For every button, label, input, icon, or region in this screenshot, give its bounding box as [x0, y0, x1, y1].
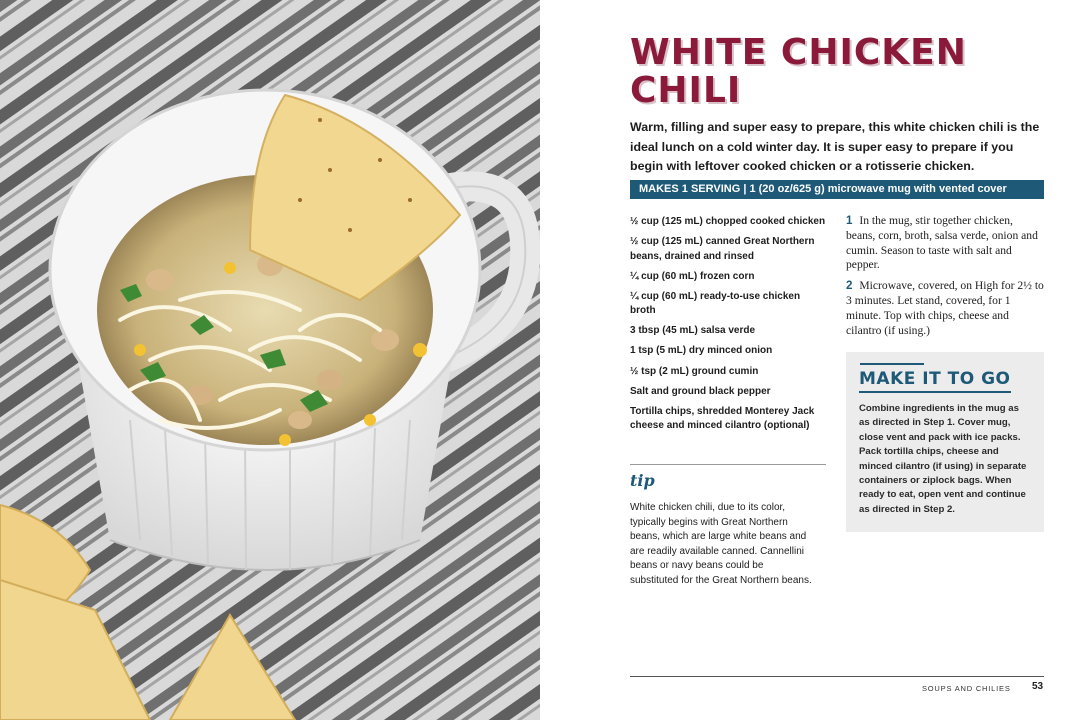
directions-list: [846, 214, 1044, 344]
direction-step: [846, 279, 1044, 338]
make-it-to-go-rule: [860, 363, 924, 365]
recipe-title: WHITE CHICKEN CHILI: [630, 32, 967, 111]
ingredient-item: ¼ cup (60 mL) ready-to-use chicken broth: [630, 290, 801, 317]
ingredient-list: [630, 215, 826, 439]
ingredient-item: ½ cup (125 mL) chopped cooked chicken: [630, 216, 826, 227]
step-text: In the mug, stir together chicken, beans, corn, broth, salsa verde, onion and cumin. Season to taste with salt and pepper.: [846, 214, 1038, 272]
ingredient-item: 1 tsp (5 mL) dry minced onion: [630, 345, 773, 357]
footer-divider: [630, 676, 1044, 677]
make-it-to-go-text: Combine ingredients in the mug as as directed in Step 1. Cover mug, close vent and pack with ice packs. Pack tortilla chips, cheese and minced cilantro (if using) in separate containers or ziplock bags. When ready to eat, open vent and continue as directed in Step 2.: [859, 403, 1027, 515]
ingredient-item: ½ cup (125 mL) canned Great Northern beans, drained and rinsed: [630, 236, 815, 262]
step-text: Microwave, covered, on High for 2½ to 3 minutes. Let stand, covered, for 1 minute. Top with chips, cheese and cilantro (if using.): [846, 279, 1044, 337]
footer-section-name: SOUPS AND CHILIES: [922, 684, 1011, 693]
ingredient-item: ¼ cup (60 mL) frozen corn: [630, 270, 755, 282]
page-number: 53: [1032, 681, 1044, 692]
ingredient-item: Tortilla chips, shredded Monterey Jack cheese and minced cilantro (optional): [630, 405, 815, 432]
tip-text: White chicken chili, due to its color, typically begins with Great Northern beans, which are large white beans and are readily available canned. Cannellini beans or navy beans could be substituted for the Great Northern beans.: [630, 502, 812, 586]
ingredient-item: Salt and ground black pepper: [630, 385, 771, 397]
make-it-to-go-box: [846, 352, 1044, 532]
servings-banner: MAKES 1 SERVING | 1 (20 oz/625 g) microwave mug with vented cover: [630, 180, 1044, 199]
step-number: 2: [846, 279, 853, 293]
make-it-to-go-title: MAKE IT TO GO: [859, 368, 1011, 393]
recipe-intro: Warm, filling and super easy to prepare, this white chicken chili is the ideal lunch on a cold winter day. It is super easy to prepare if you begin with leftover cooked chicken or a rotisserie chicken.: [630, 120, 1040, 173]
ingredient-item: ½ tsp (2 mL) ground cumin: [630, 365, 759, 377]
tip-divider: [630, 464, 826, 465]
ingredient-item: 3 tbsp (45 mL) salsa verde: [630, 325, 756, 337]
tip-heading: tip: [630, 471, 655, 490]
step-number: 1: [846, 214, 853, 227]
direction-step: [846, 214, 1044, 273]
